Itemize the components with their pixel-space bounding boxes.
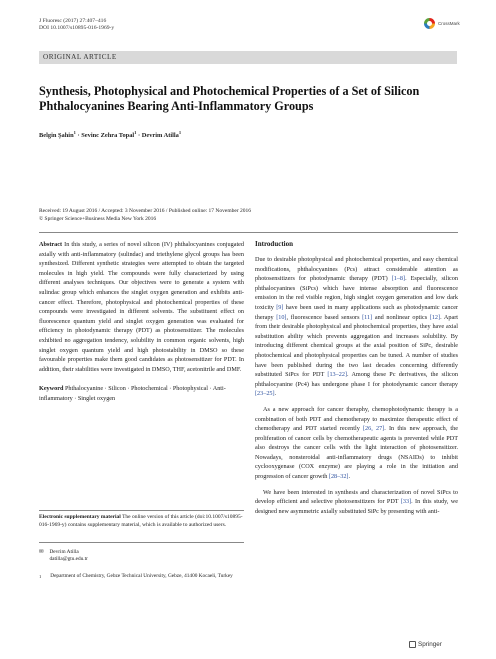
paragraph-text: Due to desirable photophysical and photochemical properties, and easy chemical modifications, phthalocyanines (Pcs) attract considerable attention as photosensitizers for photodynamic therapy (PDT) [255, 256, 458, 283]
citation-link[interactable]: [11] [362, 313, 373, 321]
author-link[interactable]: Devrim Atilla$^1$ [141, 130, 182, 140]
envelope-icon: ✉ [39, 549, 44, 555]
contact-email[interactable]: datilla@gtu.edu.tr [49, 556, 88, 563]
doi-line: DOI 10.1007/s10895-016-1969-y [39, 25, 115, 31]
citation-link[interactable]: [23–25] [255, 390, 275, 398]
left-column [39, 240, 244, 404]
article-history [39, 208, 459, 223]
citation-link[interactable]: [33] [400, 498, 412, 506]
citation-link[interactable]: [13–22] [327, 371, 347, 379]
abstract-text: In this study, a series of novel silicon (IV) phthalocyanines conjugated axially with anti-inflammatory (sulindac) and triethylene glycol groups has been synthesized. Different synthetic strategies were attempted to obtain the targeted molecules in high yield. The compounds were fully characterized by using different analyses techniques. Our objectives were to generate a system with sulindac group which enhances the singlet oxygen generation and exhibits anti-cancer effect. Therefore, photophysical and photochemical properties of these compounds were investigated in different solvents. The substituent effect on fluorescence quantum yield and singlet oxygen generation was evaluated for efficiency in photodynamic therapy (PDT) as photosensitizer. The molecules exhibited no aggregation tendency, solubility in common organic solvents, high singlet oxygen quantum yield and high photostability in DMSO so these favourable properties make them good candidates as photosensitizer for PDT. In addition, their stabilities were investigated in DMSO, THF, acetonitrile and DMF. [39, 241, 245, 373]
paragraph-text: . In this new approach, the proliferation of cancer cells by chemotherapeutic agents is prevented while PDT also destroys the cancer cells with the light interaction of photosensitizer. Nowadays, nonsteroidal anti-inflammatory drugs (NSAIDs) to inhibit cyclooxygenase (COX enzyme) are playing a role in the initiation and progression of cancer growth [255, 425, 458, 481]
keywords-text: Phthalocyanine · Silicon · Photochemical · Photophysical · Anti-inflammatory · Singlet oxygen [39, 385, 226, 402]
abstract [39, 240, 244, 374]
intro-paragraph-1 [255, 255, 458, 399]
paragraph-text: . Apart from their desirable photophysical and photochemical properties, they have axial substitution ability which prevents aggregation and increases solubility. By introducing different chemical groups at the axial position of SiPc, desirable photochemical and photophysical properties can be tuned. A number of studies have been published during the two last decades concerning differently substituted SiPcs for PDT [255, 313, 458, 379]
paragraph-text: have been used in many applications such as photodynamic cancer therapy [255, 303, 459, 321]
affiliation-text: Department of Chemistry, Gebze Technical University, Gebze, 41400 Kocaeli, Turkey [50, 573, 233, 580]
paragraph-text: We have been interested in synthesis and characterization of novel SiPcs to develop efficient and selective photosensitizers for PDT [255, 488, 458, 506]
corresponding-author [39, 549, 244, 581]
paragraph-text: As a new approach for cancer theraphy, chemophotodynamic therapy is a combination of both PDT and chemotherapy to maximize therapeutic effect of chemotherapy and PDT started recently [255, 405, 458, 433]
contact-name: Devrim Atilla [49, 549, 79, 555]
crossmark-icon [424, 18, 435, 29]
publication-dates: Received: 19 August 2016 / Accepted: 3 November 2016 / Published online: 17 November 2016 [39, 208, 252, 214]
keywords [39, 384, 244, 403]
paragraph-text: . Especially, silicon phthalocyanines (SiPcs) which have intense absorption and fluorescence emission in the red visible region, high singlet oxygen generation and low dark toxicity [255, 275, 458, 311]
citation-link[interactable]: [10] [276, 313, 287, 321]
author-separator: · [77, 132, 80, 140]
journal-volume: J Fluoresc (2017) 27:407–416 [39, 18, 107, 24]
right-column [255, 240, 458, 522]
author-separator: · [138, 132, 141, 140]
publisher-logo [409, 641, 442, 648]
citation-link[interactable]: [12] [429, 313, 441, 321]
author-list [39, 130, 181, 139]
paragraph-text: . [274, 390, 277, 398]
intro-paragraph-3 [255, 488, 458, 517]
author-link[interactable]: Sevinc Zehra Topal$^1$ [81, 130, 137, 140]
article-type: ORIGINAL ARTICLE [43, 53, 117, 61]
citation-link[interactable]: [28–32] [328, 473, 349, 481]
esm-label: Electronic supplementary material [39, 514, 121, 520]
springer-horse-icon [409, 641, 416, 648]
affiliation-number: 1 [39, 574, 42, 580]
citation-link[interactable]: [26, 27] [363, 425, 385, 433]
abstract-label: Abstract [39, 241, 63, 248]
citation-link[interactable]: [1–8] [391, 275, 406, 283]
esm-text: The online version of this article (doi:10.1007/s10895-016-1969-y) contains supplementary material, which is available to authorized users. [39, 514, 243, 528]
author-link[interactable]: Belgin Şahin$^1$ [39, 130, 76, 140]
paragraph-text: and nonlinear optics [372, 313, 430, 321]
journal-citation [39, 18, 114, 32]
paragraph-text: . In this study, we designed new asymmetric axially substituted SiPc by presenting with anti- [255, 498, 458, 515]
introduction-heading: Introduction [255, 240, 293, 248]
publisher-name: Springer [418, 641, 442, 648]
paragraph-text: , fluorescence based sensors [286, 313, 363, 321]
paragraph-text: . [348, 473, 351, 481]
intro-paragraph-2 [255, 405, 458, 482]
article-title: Synthesis, Photophysical and Photochemical Properties of a Set of Silicon Phthalocyanines Bearing Anti-Inflammatory Groups [39, 84, 420, 113]
header-divider [39, 232, 458, 233]
keywords-label: Keyword [39, 385, 64, 393]
abstract-divider [39, 510, 244, 511]
paragraph-text: . Among these Pc derivatives, the silicon phthalocyanine (Pc4) has undergone phase I for photodynamic cancer therapy [255, 371, 458, 388]
copyright-line: © Springer Science+Business Media New York 2016 [39, 215, 157, 222]
esm-divider [39, 542, 244, 543]
crossmark-link[interactable] [424, 18, 460, 29]
supplementary-note [39, 514, 244, 529]
crossmark-label: CrossMark [438, 21, 460, 26]
citation-link[interactable]: [9] [276, 303, 284, 311]
